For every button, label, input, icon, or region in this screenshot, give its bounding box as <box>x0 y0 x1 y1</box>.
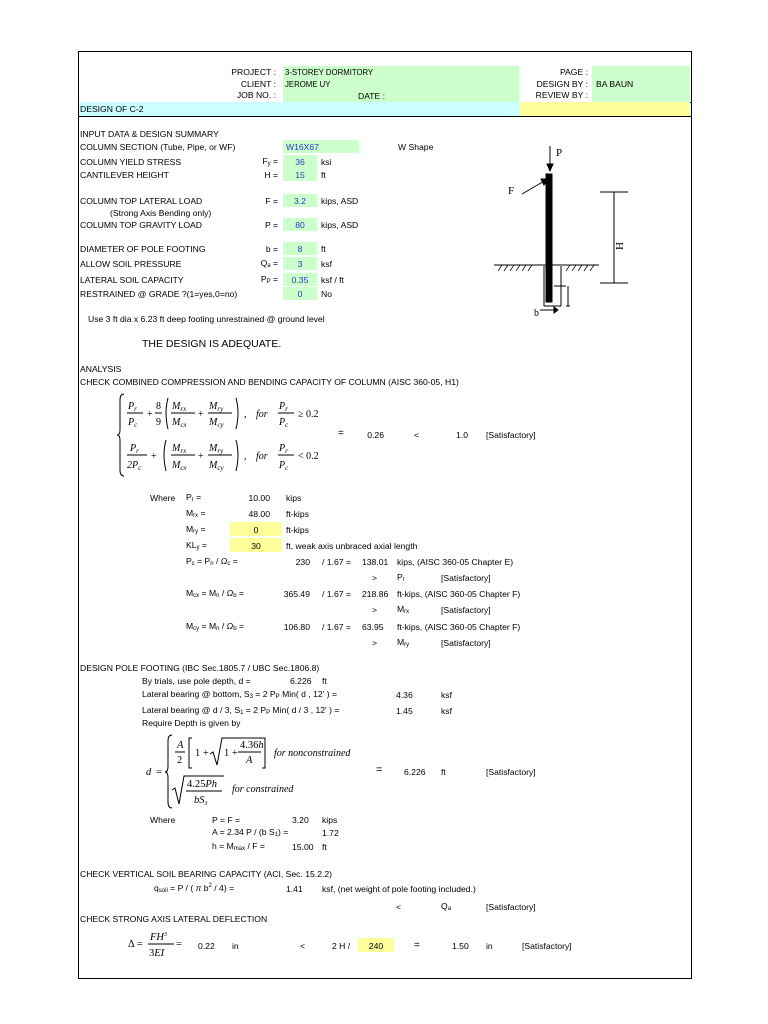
svg-text:2Pc: $2P_c$ <box>127 460 142 472</box>
svg-text:2: 2 <box>177 755 183 766</box>
client-value: JEROME UY <box>285 80 331 89</box>
q-sat: [Satisfactory] <box>486 902 536 912</box>
svg-text:Pr: $P_r$ <box>279 401 288 413</box>
svg-text:,: , <box>244 451 247 462</box>
ratio-sat: [Satisfactory] <box>486 430 536 440</box>
mrx-value: 48.00 <box>248 509 270 519</box>
pc-sym: $P_c = P_n / \Omega_c$ = <box>186 556 238 567</box>
svg-text:Mcy: $M_{cy}$ <box>209 417 224 429</box>
mry-value: 0 <box>253 525 259 535</box>
depth-equation <box>144 732 384 810</box>
h-value: 15.00 <box>292 842 314 852</box>
restr-unit: No <box>321 289 332 299</box>
deflection-divisor: 240 <box>368 941 384 951</box>
mry-unit: ft-kips <box>286 525 309 535</box>
svg-text:Mrx: $M_{rx}$ <box>172 443 187 455</box>
interaction-equation <box>116 392 334 478</box>
diam-unit: ft <box>321 244 326 254</box>
title-divider <box>78 116 691 117</box>
trials-value: 6.226 <box>290 676 312 686</box>
height-sym: H = <box>264 170 278 180</box>
svg-text:≥ 0.2: ≥ 0.2 <box>298 409 319 420</box>
mcy-value: 63.95 <box>362 622 384 632</box>
input-heading: INPUT DATA & DESIGN SUMMARY <box>80 129 219 139</box>
column-diagram <box>488 138 648 328</box>
pf-sym: P = F = <box>212 815 241 825</box>
svg-text:+: + <box>147 409 153 420</box>
svg-text:,: , <box>244 409 247 420</box>
q-lt-sym: $Q_a$ <box>441 901 452 912</box>
svg-text:Mrx: $M_{rx}$ <box>172 401 187 413</box>
lat-bottom-label: Lateral bearing @ bottom, $S_3 = 2$ $P_P$ Min( d , 12' ) = <box>142 689 337 700</box>
svg-text:A: A <box>177 740 184 751</box>
svg-text:1 +: 1 + <box>224 748 238 759</box>
d-value: 6.226 <box>404 767 426 777</box>
deflection-lt: < <box>300 941 306 951</box>
project-label: PROJECT : <box>231 67 276 77</box>
lateral-label: COLUMN TOP LATERAL LOAD <box>80 196 203 206</box>
require-label: Require Depth is given by <box>142 718 241 728</box>
gravity-label: COLUMN TOP GRAVITY LOAD <box>80 220 202 230</box>
trials-unit: ft <box>322 676 327 686</box>
col-section-type: W Shape <box>398 142 434 152</box>
height-unit: ft <box>321 170 326 180</box>
height-label: CANTILEVER HEIGHT <box>80 170 169 180</box>
svg-text:Pr: $P_r$ <box>130 443 139 455</box>
deflection-eq: = <box>414 940 420 951</box>
svg-text:4.36h: 4.36h <box>240 740 264 751</box>
svg-text:bS3: bS3 <box>194 795 208 807</box>
jobno-label: JOB NO. : <box>236 90 276 100</box>
designby-label: DESIGN BY : <box>536 79 588 89</box>
lateral-unit: kips, ASD <box>321 196 359 206</box>
pole-heading: DESIGN POLE FOOTING (IBC Sec.1805.7 / UBC Sec.1806.8) <box>80 663 320 673</box>
title-bar-right <box>520 102 690 116</box>
project-value: 3-STOREY DORMITORY <box>285 68 374 77</box>
sheet-title: DESIGN OF C-2 <box>80 104 144 114</box>
ratio-lt: < <box>414 430 420 440</box>
vertical-heading: CHECK VERTICAL SOIL BEARING CAPACITY (ACI, Sec. 15.2.2) <box>80 869 332 879</box>
analysis-heading: ANALYSIS <box>80 364 122 374</box>
deflection-sat: [Satisfactory] <box>522 941 572 951</box>
deflection-limit-unit: in <box>486 941 493 951</box>
soil-unit: ksf <box>321 259 332 269</box>
pole-where-label: Where <box>150 815 176 825</box>
pf-value: 3.20 <box>292 815 309 825</box>
svg-text:for: for <box>256 451 268 462</box>
mcx-note: ft-kips, (AISC 360-05 Chapter F) <box>397 589 521 599</box>
trials-label: By trials, use pole depth, d = <box>142 676 251 686</box>
mcx-sat: [Satisfactory] <box>441 605 491 615</box>
svg-text:Mry: $M_{ry}$ <box>209 401 224 413</box>
mcx-sym: $M_{cx} = M_n / \Omega_b$ = <box>186 588 244 599</box>
diagram-h-label: H <box>613 242 625 250</box>
svg-text:1 +: 1 + <box>195 748 209 759</box>
pc-note: kips, (AISC 360-05 Chapter E) <box>397 557 514 567</box>
soil-value: 3 <box>297 259 303 269</box>
use-line: Use 3 ft dia x 6.23 ft deep footing unrestrained @ ground level <box>88 314 325 324</box>
d-sat: [Satisfactory] <box>486 767 536 777</box>
yield-label: COLUMN YIELD STRESS <box>80 157 182 167</box>
gravity-unit: kips, ASD <box>321 220 359 230</box>
diam-value: 8 <box>297 244 303 254</box>
eq1-equals: = <box>338 428 344 439</box>
restr-value: 0 <box>297 289 303 299</box>
height-value: 15 <box>295 170 305 180</box>
mry-sym: $M_{ry}$ = <box>186 524 206 535</box>
soil-sym: $Q_a$ = <box>260 258 278 269</box>
svg-text:Mcy: $M_{cy}$ <box>209 460 224 472</box>
d-unit: ft <box>441 767 446 777</box>
eq-nonc-label: for nonconstrained <box>274 748 351 759</box>
kly-sym: $KL_y$ = <box>186 540 207 551</box>
check1-heading: CHECK COMBINED COMPRESSION AND BENDING CAPACITY OF COLUMN (AISC 360-05, H1) <box>80 377 459 387</box>
q-note: ksf, (net weight of pole footing included.) <box>322 884 476 894</box>
mrx-unit: ft-kips <box>286 509 309 519</box>
svg-text:+: + <box>198 409 204 420</box>
mcx-div: / 1.67 = <box>322 589 351 599</box>
pc-n: 230 <box>295 557 310 567</box>
date-label: DATE : <box>358 91 386 101</box>
svg-text:Δ =: Δ = <box>128 939 143 950</box>
gravity-value: 80 <box>295 220 305 230</box>
diagram-f-label: F <box>508 185 515 197</box>
h-unit: ft <box>322 842 327 852</box>
lat-mid-label: Lateral bearing @ d / 3, $S_1 = 2$ $P_P$ Min( d / 3 , 12' ) = <box>142 705 340 716</box>
depth-equals: = <box>376 764 383 776</box>
title-bar-left <box>79 102 520 116</box>
yield-sym: $F_y$ = <box>262 156 278 167</box>
svg-text:=: = <box>176 939 182 950</box>
diagram-p-label: P <box>556 147 563 159</box>
diam-label: DIAMETER OF POLE FOOTING <box>80 244 206 254</box>
deflection-limit: 1.50 <box>452 941 469 951</box>
col-section-label: COLUMN SECTION (Tube, Pipe, or WF) <box>80 142 236 152</box>
pr-value: 10.00 <box>248 493 270 503</box>
deflection-equation <box>128 928 186 960</box>
latsoil-sym: $P_P$ = <box>260 274 278 285</box>
svg-text:FH3: $FH^3$ <box>150 932 167 943</box>
svg-text:Pc: $P_c$ <box>128 417 138 429</box>
lat-mid-unit: ksf <box>441 706 452 716</box>
pr-sym: $P_r$ = <box>186 492 202 503</box>
mcx-n: 365.49 <box>283 589 310 599</box>
svg-text:A: A <box>246 755 253 766</box>
yield-value: 36 <box>295 157 305 167</box>
mcy-div: / 1.67 = <box>322 622 351 632</box>
pr-unit: kips <box>286 493 302 503</box>
svg-text:d: d <box>146 767 152 778</box>
mcx-gt-sym: $M_{rx}$ <box>397 604 410 615</box>
q-sym: $q_{soil} = P$ / ( π $b^2 / 4$) = <box>154 883 235 894</box>
lat-mid-value: 1.45 <box>396 706 413 716</box>
kly-value: 30 <box>251 541 261 551</box>
deflection-value: 0.22 <box>198 941 215 951</box>
mcy-n: 106.80 <box>283 622 310 632</box>
mrx-sym: $M_{rx}$ = <box>186 508 206 519</box>
page-label: PAGE : <box>559 67 588 77</box>
svg-text:Pr: $P_r$ <box>279 443 288 455</box>
soil-label: ALLOW SOIL PRESSURE <box>80 259 182 269</box>
mcy-sym: $M_{cy} = M_n / \Omega_b$ = <box>186 621 244 632</box>
svg-text:+: + <box>198 451 204 462</box>
q-value: 1.41 <box>286 884 303 894</box>
svg-text:Mcx: $M_{cx}$ <box>172 460 187 472</box>
pc-value: 138.01 <box>362 557 389 567</box>
col-section-value: W16X67 <box>286 142 319 152</box>
a-value: 1.72 <box>322 828 339 838</box>
reviewby-label: REVIEW BY : <box>535 90 588 100</box>
deflection-heading: CHECK STRONG AXIS LATERAL DEFLECTION <box>80 914 268 924</box>
q-lt: < <box>396 902 402 912</box>
where-label: Where <box>150 493 176 503</box>
svg-text:3EI: 3EI <box>149 948 165 959</box>
mcy-note: ft-kips, (AISC 360-05 Chapter F) <box>397 622 521 632</box>
svg-text:Pr: $P_r$ <box>128 401 137 413</box>
svg-text:8: 8 <box>156 401 161 412</box>
lat-bottom-unit: ksf <box>441 690 452 700</box>
svg-text:+: + <box>151 451 157 462</box>
h-sym: $h = M_{max} / F$ = <box>212 841 265 852</box>
latsoil-value: 0.35 <box>291 275 309 285</box>
kly-unit: ft, weak axis unbraced axial length <box>286 541 418 551</box>
adequate-text: THE DESIGN IS ADEQUATE. <box>142 338 282 350</box>
yield-unit: ksi <box>321 157 332 167</box>
gravity-sym: P = <box>265 220 278 230</box>
deflection-unit: in <box>232 941 239 951</box>
svg-text:9: 9 <box>156 417 161 428</box>
eq-con-label: for constrained <box>232 784 294 795</box>
client-label: CLIENT : <box>240 79 276 89</box>
svg-text:< 0.2: < 0.2 <box>298 451 319 462</box>
mcy-gt-sym: $M_{ry}$ <box>397 637 410 648</box>
designby-value: BA BAUN <box>596 79 634 89</box>
lat-bottom-value: 4.36 <box>396 690 413 700</box>
restr-label: RESTRAINED @ GRADE ?(1=yes,0=no) <box>80 289 238 299</box>
latsoil-unit: ksf / ft <box>321 275 344 285</box>
latsoil-label: LATERAL SOIL CAPACITY <box>80 275 184 285</box>
lateral-note: (Strong Axis Bending only) <box>110 208 212 218</box>
diam-sym: b = <box>265 244 278 254</box>
deflection-2h: 2 H / <box>332 941 351 951</box>
pf-unit: kips <box>322 815 338 825</box>
lateral-value: 3.2 <box>294 196 306 206</box>
svg-text:Mcx: $M_{cx}$ <box>172 417 187 429</box>
pc-div: / 1.67 = <box>322 557 351 567</box>
svg-text:Pc: $P_c$ <box>279 417 289 429</box>
a-sym: A = 2.34 P / (b $S_1$) = <box>212 827 289 838</box>
svg-text:4.25Ph: 4.25Ph <box>187 779 218 790</box>
svg-text:Mry: $M_{ry}$ <box>209 443 224 455</box>
svg-text:for: for <box>256 409 268 420</box>
svg-text:=: = <box>156 767 162 778</box>
ratio-value: 0.26 <box>367 430 384 440</box>
mcx-value: 218.86 <box>362 589 389 599</box>
pc-sat: [Satisfactory] <box>441 573 491 583</box>
diagram-b-label: b <box>534 308 539 319</box>
pc-gt: > <box>372 573 378 583</box>
svg-text:Pc: $P_c$ <box>279 460 289 472</box>
mcx-gt: > <box>372 605 378 615</box>
pc-gt-sym: $P_r$ <box>397 572 405 583</box>
mcy-sat: [Satisfactory] <box>441 638 491 648</box>
ratio-limit: 1.0 <box>456 430 468 440</box>
lateral-sym: F = <box>265 196 278 206</box>
mcy-gt: > <box>372 638 378 648</box>
